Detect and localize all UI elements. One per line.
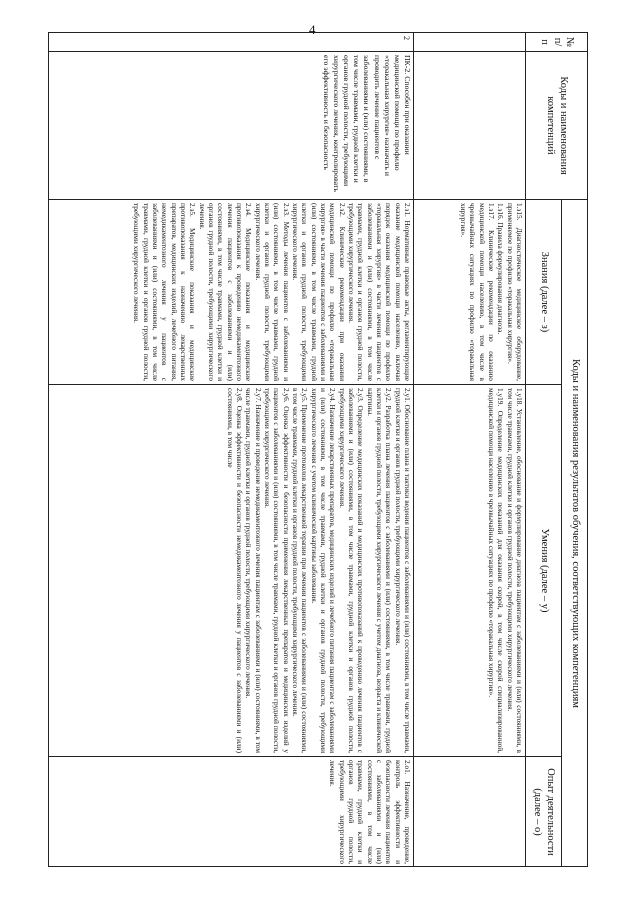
row1-knowledge-item: 1.з17. Клинические рекомендации по оказанию медицинской помощи населению, в том числе в чрезвычайных ситуациях по профилю «торакальная хирургия». [459,203,497,381]
row2-knowledge-item: 2.з1. Нормативные правовые акты, регламентирующие оказание медицинской помощи населению, включая порядок оказания медицинской помощи по профилю «торакальная хирургия» в части лечения пациентов с заболеваниями и (или) состояниями, в том числе травмами, грудной клетки и органов грудной полости, требующими хирургического лечения. [347,203,412,381]
row2-experience: 2.о1. Назначение, проведение, контроль эффективности и безопасности лечения пациентов с заболеваниями и (или) состояниями, в том числе травмами, грудной клетки и органов грудной полости, требующими хирургического лечения. [48,756,414,867]
header-knowledge: Знания (далее – з) [526,199,562,384]
row2-num: 2 [48,32,414,51]
row2-skill-item: 2.у6. Оценка эффективности и безопасности применения лекарственных препаратов и медицинских изделий у пациентов с заболеваниями и (или) состояниями, в том числе травмами, грудной клетки и органов грудной полости, требующими хирургического лечения. [263,388,291,753]
competency-table [48,32,588,867]
row1-skill-item: 1.у19. Определение медицинских показаний для оказания скорой, в том числе скорой специализированной, медицинской помощи населению в чрезвычайных ситуациях по профилю «торакальная хирургия». [487,388,506,753]
header-num: № п/п [526,32,588,51]
row2-skill-item: 2.у4. Назначение лекарственных препаратов, медицинских изделий и лечебного питания пациентам с заболеваниями и (или) состояниями, в том числе травмами, грудной клетки и органов грудной полости, требующими хирургического лечения с учетом клинической картины заболевания. [309,388,338,753]
row2-knowledge-item: 2.з4. Медицинские показания и медицинские противопоказания к проведению немедикаментозного лечения пациентов с заболеваниями и (или) состояниями, в том числе травмами, грудной клетки и органов грудной полости, требующими хирургического лечения. [197,203,254,381]
header-experience: Опыт деятельности (далее – о) [526,756,562,867]
row2-skill-item: 2.у8. Оценка эффективности и безопасности немедикаментозного лечения у пациентов с заболеваниями и (или) состояниями, в том числе [225,388,245,753]
row1-skill-item: 1.у18. Установление, обоснование и формулирование диагноза пациентам с заболеваниями и (или) состояниями, в том числе травмами, грудной клетки и органов грудной полости, требующими хирургического лечения. [505,388,524,753]
row2-skill-item: 2.у3. Определение медицинских показаний и медицинских противопоказаний к проведению лечения пациентов с заболеваниями и (или) состояниями, в том числе травмами, грудной клетки и органов грудной полости, требующими хирургического лечения. [337,388,366,753]
row2-skill-item: 2.у7. Назначение и проведение немедикаментозного лечения пациентам с заболеваниями и (или) состояниями, в том числе травмами, грудной клетки и органов грудной полости, требующими хирургического лечения. [244,388,263,753]
table-border [48,32,588,867]
row2-knowledge-item: 2.з2. Клинические рекомендации при оказании медицинской помощи по профилю «торакальная хирургия» в части лечения пациентов с заболеваниями и (или) состояниями, в том числе травмами, грудной клетки и органов грудной полости, требующими хирургического лечения. [291,203,347,381]
row2-skill-item: 2.у2. Разработка плана лечения пациентов с заболеваниями и (или) состояниями, в том числе травмами, грудной клетки и органов грудной полости, требующими хирургического лечения с учетом диагноза, возраста и клинической картины. [365,388,394,753]
row1-knowledge-item: 1.з15. Диагностическое медицинское оборудование, применяемое по профилю «торакальная хирургия». [505,203,524,381]
row1-knowledge-item: 1.з16. Правила формулирования диагноза. [496,203,506,335]
row2-skill-item: 2.у1. Обоснование плана и тактики ведения пациентов с заболеваниями и (или) состояниями, в том числе травмами, грудной клетки и органов грудной полости, требующими хирургического лечения. [393,388,412,753]
row2-skill-item: 2.у5. Применение протоколов лекарственной терапии при лечении пациентов с заболеваниями и (или) состояниями, в том числе травмами, грудной клетки и органов грудной полости, требующими хирургического лечения. [291,388,310,753]
row2-knowledge-item: 2.з3. Методы лечения пациентов с заболеваниями и (или) состояниями, в том числе травмами, грудной клетки и органов грудной полости, требующими хирургического лечения. [253,203,291,381]
header-codes: Коды и наименования компетенций [526,51,588,199]
page-number: 4 [309,22,316,37]
row2-codes: ПК-2. Способен при оказании медицинской помощи по профилю «торакальная хирургия» назначать и проводить лечение пациентов с заболеваниями и (или) состояниями, в том числе травмами, грудной клетки и органов грудной полости, требующими хирургического лечения, контролировать его эффективность и безопасность [48,51,414,199]
table-title: Коды и наименования результатов обучения, соответствующих компетенциям [562,199,588,867]
row2-knowledge-item: 2.з5. Медицинские показания и медицинские противопоказания к назначению лекарственных препаратов, медицинских изделий, лечебного питания, немедикаментозного лечения у пациентов с заболеваниями и (или) состояниями, в том числе травмами, грудной клетки и органов грудной полости, требующими хирургического лечения. [132,203,198,381]
header-skills: Умения (далее – у) [526,384,562,756]
